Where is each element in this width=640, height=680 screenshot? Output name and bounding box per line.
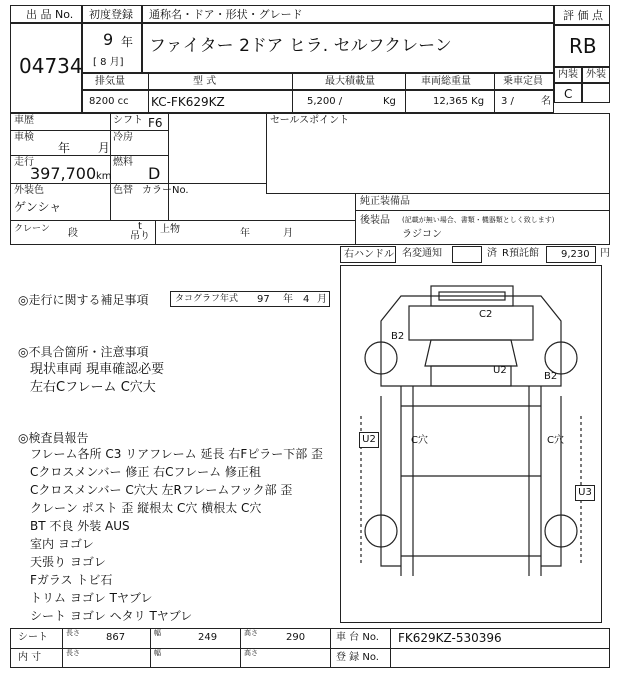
damage-diagram: [340, 265, 602, 623]
damage-mark-box: [575, 485, 595, 501]
displacement-value: 8200 cc: [89, 96, 129, 107]
deposit-unit: 円: [600, 248, 610, 259]
defect-line: 現状車両 現車確認必要: [30, 362, 165, 377]
interior-grade: C: [564, 87, 573, 101]
inspection-label: 車検: [14, 132, 34, 143]
vehicle-name: ファイター 2ドア ヒラ. セルフクレーン: [149, 36, 452, 56]
inspection-value: 年 月: [58, 141, 110, 155]
max-load-unit: Kg: [383, 96, 396, 107]
capacity-label: 乗車定員: [503, 76, 543, 87]
aftermarket-note: (記載が無い場合、書類・機器類としく致します): [402, 216, 555, 224]
max-load-label: 最大積載量: [325, 76, 375, 87]
exterior-label-cell: [582, 67, 610, 83]
first-reg-label-cell: [82, 5, 142, 23]
tachograph-month-unit: 月: [317, 294, 327, 305]
defect-line: 左右Cフレーム C穴大: [30, 380, 156, 395]
sales-point-label: セールスポイント: [270, 115, 350, 126]
vehicle-name-cell: [142, 23, 554, 73]
crane-stage: 段: [68, 228, 78, 239]
inner-length-label: 長さ: [66, 649, 80, 657]
name-change-label: 名変通知: [402, 248, 442, 259]
aftermarket-label: 後装品: [360, 215, 390, 226]
shift-value: F6: [148, 116, 163, 130]
defect-title: ◎不具合箇所・注意事項: [18, 345, 149, 359]
deposit-value: 9,230: [561, 249, 590, 260]
color-label: 外装色: [14, 185, 44, 196]
mileage-unit: km: [96, 171, 112, 182]
lot-label: 出 品 No.: [26, 8, 74, 21]
inspector-line: トリム ヨゴレ Tヤブレ: [30, 591, 153, 605]
rhd-label: 右ハンドル: [344, 249, 394, 260]
damage-mark: B2: [544, 371, 558, 382]
inspector-line: Cクロスメンバー 修正 右Cフレーム 修正租: [30, 465, 261, 479]
aftermarket-value: ラジコン: [402, 229, 442, 240]
inner-size-label: 内 寸: [18, 652, 42, 663]
shift-label: シフト: [113, 115, 143, 126]
upper-label: 上物: [160, 224, 180, 235]
name-change-box: [452, 246, 482, 263]
model-value: KC-FK629KZ: [151, 95, 225, 109]
deposit-label: R預託館: [502, 248, 539, 259]
fuel-value: D: [148, 164, 161, 183]
inspector-line: 天張り ヨゴレ: [30, 555, 106, 569]
year-cell: [82, 23, 142, 73]
interior-grade-cell: [554, 83, 582, 103]
mileage-value: 397,700: [30, 164, 97, 183]
color-change-label: 色替: [113, 185, 133, 196]
grade-cell: [554, 25, 610, 67]
chassis-value: FK629KZ-530396: [398, 631, 502, 645]
upper-value: 年 月: [240, 228, 294, 239]
ac-label: 冷房: [113, 132, 133, 143]
cargo-label: シート: [18, 632, 48, 643]
fuel-label: 燃料: [113, 157, 133, 168]
gross-weight-label: 車両総重量: [421, 76, 471, 87]
tachograph-month: 4: [303, 294, 310, 305]
spec-value-row: [82, 90, 554, 113]
tachograph-box: [170, 291, 330, 307]
recycle-label: 済: [487, 248, 497, 259]
tachograph-year-unit: 年: [283, 294, 293, 305]
grade-label-cell: [554, 5, 610, 25]
tachograph-year: 97: [257, 294, 270, 305]
gross-weight-value: 12,365 Kg: [433, 96, 485, 107]
inner-height-label: 高さ: [244, 649, 258, 657]
inspector-line: フレーム各所 C3 リアフレーム 延長 右Fピラー下部 歪: [30, 447, 324, 461]
height-label: 高さ: [244, 629, 258, 637]
damage-mark: U3: [578, 487, 592, 498]
displacement-label: 排気量: [95, 76, 125, 87]
damage-mark: C穴: [547, 435, 564, 446]
capacity-unit: 名: [541, 96, 551, 107]
crane-ton: t: [138, 221, 142, 232]
registration-label: 登 録 No.: [336, 652, 379, 663]
width-value: 249: [198, 632, 218, 643]
damage-mark-box: [359, 432, 379, 448]
interior-label: 内装: [558, 69, 578, 80]
lot-number: 04734: [19, 54, 83, 78]
exterior-grade-cell: [582, 83, 610, 103]
inspector-line: クレーン ポスト 歪 縦根太 C穴 横根太 C穴: [30, 501, 262, 515]
height-value: 290: [286, 632, 306, 643]
grade-label: 評 価 点: [563, 9, 603, 22]
exterior-label: 外装: [586, 69, 606, 80]
crane-label: クレーン: [14, 224, 50, 234]
running-notes-title: ◎走行に関する補足事項: [18, 293, 149, 307]
damage-mark: C穴: [411, 435, 428, 446]
name-label: 通称名・ドア・形状・グレード: [149, 8, 303, 21]
oem-equipment-label: 純正装備品: [360, 196, 410, 207]
inner-width-label: 幅: [154, 649, 161, 657]
year-value: 9: [103, 30, 114, 49]
mileage-label: 走行: [14, 157, 34, 168]
lot-no-cell: [10, 23, 82, 113]
damage-mark: U2: [362, 434, 376, 445]
inspector-line: BT 不良 外装 AUS: [30, 519, 130, 533]
width-label: 幅: [154, 629, 161, 637]
damage-mark: U2: [493, 365, 507, 376]
deposit-box: [546, 246, 596, 263]
inspector-title: ◎検査員報告: [18, 431, 89, 445]
history-label: 車歴: [14, 115, 34, 126]
color-no-label: カラーNo.: [142, 185, 189, 196]
spec-label-row: [82, 73, 554, 90]
model-label: 型 式: [193, 76, 217, 87]
chassis-label: 車 台 No.: [336, 632, 379, 643]
name-label-cell: [142, 5, 554, 23]
year-unit: 年: [121, 35, 134, 49]
grade-value: RB: [569, 34, 597, 58]
length-value: 867: [106, 632, 126, 643]
inspector-line: Cクロスメンバー C穴大 左Rフレームフック部 歪: [30, 483, 293, 497]
damage-mark: C2: [479, 309, 493, 320]
interior-label-cell: [554, 67, 582, 83]
color-value: ゲンシャ: [14, 200, 62, 214]
rhd-flag: [340, 246, 396, 263]
damage-mark: B2: [391, 331, 405, 342]
crane-lift: 吊り: [130, 231, 150, 242]
length-label: 長さ: [66, 629, 80, 637]
month-value: [ 8 月]: [93, 57, 124, 68]
first-reg-label: 初度登録: [89, 8, 133, 21]
inspector-line: シート ヨゴレ ヘタリ Tヤブレ: [30, 609, 193, 623]
tachograph-label: タコグラフ年式: [175, 294, 239, 304]
lot-label-cell: [10, 5, 82, 23]
capacity-value: 3 /: [501, 96, 514, 107]
inspector-line: Fガラス トビ石: [30, 573, 113, 587]
inspector-line: 室内 ヨゴレ: [30, 537, 94, 551]
max-load-value: 5,200 /: [307, 96, 343, 107]
